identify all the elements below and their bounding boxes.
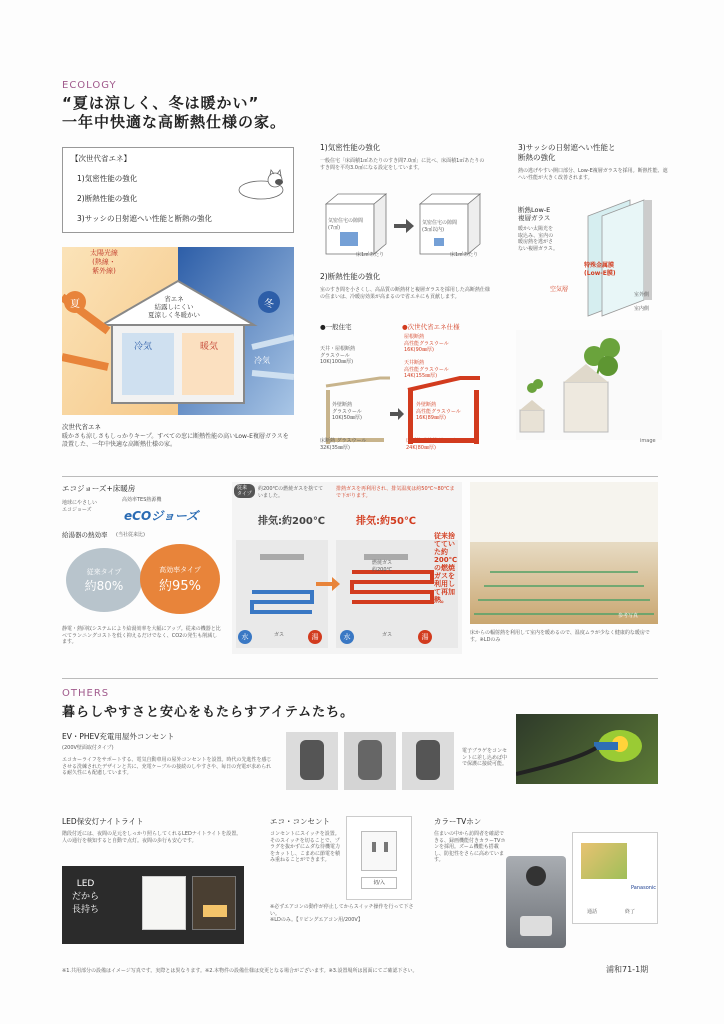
ev-subtitle: (200V壁面取付タイプ) xyxy=(62,745,114,751)
outlet-pin-right xyxy=(384,842,388,852)
gas-old: ガス xyxy=(274,632,285,638)
footer-project: 浦和71-1期 xyxy=(606,965,649,974)
eco-outlet-note: ※必ずエアコンの動作が停止してからスイッチ操作を行って下さい。 ※LDのみ。【リビングエアコン用/200V】 xyxy=(270,904,414,923)
led-caption: LED だから 長持ち xyxy=(72,879,100,915)
water-in-new: 水 xyxy=(340,630,354,644)
eco-outlet-photo xyxy=(346,816,412,900)
lowe-glass-diagram xyxy=(550,196,660,320)
ecology-label: ECOLOGY xyxy=(62,80,117,91)
hot-out-new: 湯 xyxy=(418,630,432,644)
ev-outlet-photos xyxy=(286,732,456,790)
image-note: image xyxy=(640,438,656,444)
others-headline: 暮らしやすさと安心をもたらすアイテムたち。 xyxy=(62,705,355,720)
old-exhaust-temp: 排気:約200℃ xyxy=(258,516,325,527)
cat-illustration xyxy=(233,166,287,202)
cool-air-label: 冷気 xyxy=(134,342,153,352)
sash-title: 3)サッシの日射遮へい性能と 断熱の強化 xyxy=(518,143,616,162)
winter-badge: 冬 xyxy=(258,291,280,313)
outdoor-label: 室外側 xyxy=(634,292,650,298)
eco-outlet-title: エコ・コンセント xyxy=(270,817,330,826)
led-body: 階段付近には、夜間の足元をしっかり照らしてくれるLEDナイトライトを設置。人の通行を検知すると自動で点灯。夜間の歩行も安心です。 xyxy=(62,831,242,844)
floor-heating-photo xyxy=(470,482,658,624)
door-button xyxy=(520,916,552,936)
next-ceiling-insulation: 天井断熱 高性能グラスウール 14K(155㎜厚) xyxy=(404,360,449,379)
ev-note: 電子ブラゲをコンセントに差し込めば中で保護に接続可能。 xyxy=(462,748,508,767)
floor-heating-caption: 床からの輻射熱を利用して室内を暖めるので、温度ムラが少なく健康的な暖房です。※LDのみ xyxy=(470,630,650,643)
monitor-talk-button: 通話 xyxy=(587,909,598,915)
ev-body: エコカーライフをサポートする、電気自動車用の屋外コンセントを設置。時代の先進性を感じさせる洗練されたデザインと共に、充電ケーブルの接続のしやすさや、毎日の充電が求められる耐久性にも配慮しています。 xyxy=(62,757,272,776)
clover-houses-image xyxy=(516,330,662,444)
airtight-left-label: 気密住宅の隙間 (7㎠) xyxy=(328,218,364,231)
airtight-unit-left: 床1㎡あたり xyxy=(356,252,385,258)
door-camera xyxy=(526,866,546,886)
door-station-photo xyxy=(506,856,566,948)
new-exhaust-temp: 排気:約50℃ xyxy=(356,516,417,527)
general-floor-insulation: 床断熱 グラスウール 32K(35㎜厚) xyxy=(320,438,367,451)
efficiency-note: (当社従来比) xyxy=(116,532,145,538)
ecojozu-logo-small: 高効率TES熱源機 xyxy=(122,497,162,503)
water-in-old: 水 xyxy=(238,630,252,644)
monitor-screen xyxy=(581,843,627,879)
next-gen-caption-title: 次世代省エネ xyxy=(62,423,101,431)
led-light-on xyxy=(192,876,236,930)
next-wall-insulation: 外壁断熱 高性能グラスウール 16K(89㎜厚) xyxy=(416,402,461,421)
ecojozu-title: エコジョーズ+床暖房 xyxy=(62,484,136,493)
insulation-title: 2)断熱性能の強化 xyxy=(320,272,381,281)
airtight-unit-right: 床1㎡あたり xyxy=(450,252,479,258)
outlet-socket xyxy=(361,831,397,871)
insulation-body: 室のすき間を小さくし、高品質の断熱材と複層ガラスを採用した高断熱仕様の住まいは、冷暖房効果が高まるので省エネにも貢献します。 xyxy=(320,287,490,300)
cold-air-label: 冷気 xyxy=(254,356,270,365)
tv-phone-title: カラーTVホン xyxy=(434,817,482,826)
new-diagram-vertical-note: 従来捨てていた約200℃の燃焼ガスを利用して再加熱。 xyxy=(434,532,458,604)
house-center-label: 省エネ 結露しにくい 夏涼しく冬暖かい xyxy=(148,295,200,319)
general-house-label: ●一般住宅 xyxy=(320,323,352,331)
old-efficiency-value: 約80% xyxy=(84,578,124,593)
airtight-right-label: 気密住宅の隙間 (3㎠以内) xyxy=(422,220,458,233)
next-gen-item-1: 1)気密性能の強化 xyxy=(77,174,138,183)
new-efficiency-value: 約95% xyxy=(159,578,201,594)
next-gen-item-3: 3)サッシの日射遮へい性能と断熱の強化 xyxy=(77,214,213,223)
insulation-diagram xyxy=(320,334,490,454)
lowe-title: 断熱Low-E 複層ガラス xyxy=(518,206,551,222)
sun-label: 太陽光線 (熱線・ 紫外線) xyxy=(90,249,118,275)
next-floor-insulation: 床断熱 高性能グラスウール 24K(80㎜厚) xyxy=(406,438,468,451)
tv-phone-body: 住まいの中から訪問者を確認できる、録画機能付きカラーTVホンを採用。ズーム機能も搭載し、防犯性をさらに高めています。 xyxy=(434,831,506,863)
airtight-diagram xyxy=(320,188,488,260)
lowe-body: 暖かい太陽光を 取込み、室内の 暖房熱を逃がさ ない複層ガラス。 xyxy=(518,226,559,252)
old-type-tag: 従来 タイプ xyxy=(234,484,255,498)
photo-note: 参考写真 xyxy=(618,613,639,619)
next-gen-item-2: 2)断熱性能の強化 xyxy=(77,194,138,203)
old-diagram-note: 約200℃の燃焼ガスを捨てていました。 xyxy=(258,486,324,499)
led-glow xyxy=(203,905,227,917)
hot-out-old: 湯 xyxy=(308,630,322,644)
ecojozu-subtitle: 地球にやさしい エコジョーズ xyxy=(62,500,98,513)
heater-diagram xyxy=(232,482,462,654)
next-gen-spec-label: ●次世代省エネ仕様 xyxy=(402,323,460,331)
gas-new: ガス xyxy=(382,632,393,638)
outlet-switch: 切/入 xyxy=(361,877,397,889)
next-roof-insulation: 屋根断熱 高性能グラスウール 16K(90㎜厚) xyxy=(404,334,449,353)
air-layer-label: 空気層 xyxy=(550,286,569,293)
divider xyxy=(62,678,658,679)
indoor-label: 室内側 xyxy=(634,306,650,312)
combustion-gas-label: 燃焼ガス 約200℃ xyxy=(372,560,393,573)
next-gen-caption-body: 暖かさも涼しさもしっかりキープ。すべての窓に断熱性能の高いLow-E複層ガラスを設置した、一年中快適な高断熱仕様の家。 xyxy=(62,433,289,448)
airtight-body: 一般住宅「床面積1㎡あたりのすき間7.0㎠」に比べ、床面積1㎡あたりのすき間を平均3.0㎠になる設定をしています。 xyxy=(320,158,485,171)
monitor-brand: Panasonic xyxy=(631,885,657,891)
monitor-photo xyxy=(572,832,658,924)
sash-body: 熱の逃げやすい開口部分、Low-E複層ガラスを採用。断熱性能、遮へい性能が大きく改善されます。 xyxy=(518,168,668,181)
new-efficiency-circle xyxy=(140,544,220,614)
next-gen-box-title: 【次世代省エネ】 xyxy=(71,154,131,163)
ev-title: EV・PHEV充電用屋外コンセント xyxy=(62,732,175,741)
outlet-pin-left xyxy=(372,842,376,852)
efficiency-title: 給湯器の熱効率 xyxy=(62,531,108,539)
eco-outlet-body: コンセントにスイッチを設置。そのスイッチを切ることで、プラグを抜かずにムダな待機電力をカットし、こまめに節電を積み重ねることができます。 xyxy=(270,831,341,863)
warm-air-label: 暖気 xyxy=(200,342,219,352)
monitor-end-button: 終了 xyxy=(625,909,636,915)
ecojozu-body: 静電・熱回収システムにより給湯効率を大幅にアップ。従来の機器と比べてランニングコストを低く抑えるだけでなく、CO2の発生も削減します。 xyxy=(62,626,221,645)
next-gen-box xyxy=(62,147,294,233)
old-efficiency-label: 従来タイプ xyxy=(86,567,122,576)
others-label: OTHERS xyxy=(62,688,110,699)
new-diagram-note: 排熱ガスを再利用され、排気温度は約50℃~80℃まで下がります。 xyxy=(336,486,455,499)
airtight-title: 1)気密性能の強化 xyxy=(320,143,381,152)
general-wall-insulation: 外壁断熱 グラスウール 10K(50㎜厚) xyxy=(332,402,362,421)
new-efficiency-label: 高効率タイプ xyxy=(159,565,201,574)
led-nightlight-photo xyxy=(62,866,244,944)
ecology-headline-1: “夏は涼しく、冬は暖かい” xyxy=(62,94,260,112)
summer-badge: 夏 xyxy=(64,291,86,313)
old-efficiency-circle xyxy=(66,548,142,612)
ecojozu-logo: eCOジョーズ xyxy=(124,509,199,523)
lowe-film-label: 特殊金属膜 (Low-E膜) xyxy=(584,262,616,277)
led-light-off xyxy=(142,876,186,930)
ecology-headline-2: 一年中快適な高断熱仕様の家。 xyxy=(62,113,287,131)
footer-disclaimer: ※1.共用部分の設備はイメージ写真です。実際とは異なります。※2.本物件の設備仕様は変更となる場合がございます。※3.設置場所は図面にてご確認下さい。 xyxy=(62,968,418,974)
led-title: LED保安灯ナイトライト xyxy=(62,817,144,826)
general-ceiling-insulation: 天井・屋根断熱 グラスウール 10K(100㎜厚) xyxy=(320,346,356,365)
ev-car-photo xyxy=(516,714,658,784)
house-illustration xyxy=(62,247,294,415)
divider xyxy=(62,476,658,477)
